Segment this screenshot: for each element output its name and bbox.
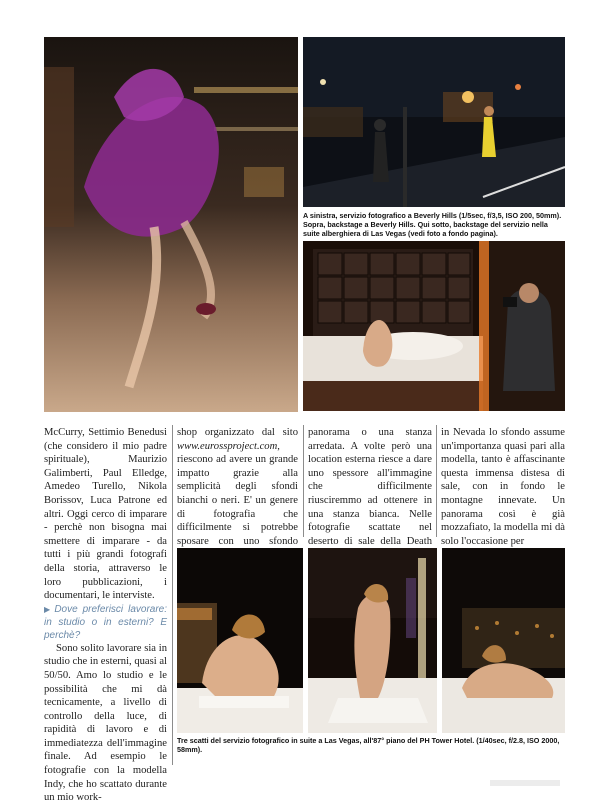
column1-paragraph-1: McCurry, Settimio Benedusi (che considero il mio padre spirituale), Maurizio Galimberti, Paul Elledge, Amedeo Turello, Nikola Borissov, Luca Patrone ed altri. Oggi cerco di imparare - perchè non bisogna mai smettere di imparare - da tutti i più grandi fotografi della storia, attraverso le loro pubblicazioni, i documentari, le interviste.: [44, 427, 167, 602]
photo-las-vegas-suite-1: [177, 548, 303, 733]
article-column-2: [177, 426, 298, 562]
photo-backstage-beverly-hills: [303, 37, 565, 207]
column2-text-end: , riescono ad avere un grande impatto grazie alla semplicità degli sfondi bianchi o neri. E' un genere di fotografia che difficilmente si potrebbe sposare con uno sfondo: [177, 440, 298, 547]
photo-backstage-las-vegas-suite: [303, 241, 565, 411]
column2-text-start: shop organizzato dal sito: [177, 427, 298, 438]
caption-top-right: A sinistra, servizio fotografico a Beverly Hills (1/5sec, f/3,5, ISO 200, 50mm). Sopra, backstage a Beverly Hills. Qui sotto, backstage del servizio nella suite alberghiera di Las Vegas (vedi foto a fondo pagina).: [303, 211, 562, 238]
photo-beverly-hills-model: [44, 37, 298, 412]
photo-las-vegas-suite-3: [442, 548, 565, 733]
article-column-4: [441, 426, 565, 548]
question-heading: [44, 603, 167, 642]
column1-paragraph-2: Sono solito lavorare sia in studio che in esterni, quasi al 50/50. Amo lo studio e le possibilità che mi dà tecnicamente, a livello di controllo della luce, di rapidità di lavoro e di immediatezza dell'immagine finale. Ad esempio le fotografie con la modella Indy, che ho scattato durante un mio work-: [44, 642, 167, 804]
column4-paragraph: in Nevada lo sfondo assume un'importanza quasi pari alla modella, tanto è affascinante questa immensa distesa di sale, con in fondo le montagne innevate. Un panorama così è già mozzafiato, la modella mi dà solo l'occasione per: [441, 427, 565, 547]
caption-bottom: Tre scatti del servizio fotografico in suite a Las Vegas, all'87° piano del PH Tower Hotel. (1/40sec, f/2.8, ISO 2000, 58mm).: [177, 736, 560, 754]
website-link[interactable]: www.eurossproject.com: [177, 440, 278, 452]
arrow-icon: ▶: [44, 604, 53, 614]
column-divider-2: [303, 425, 304, 537]
column3-paragraph: panorama o una stanza arredata. A volte però una location esterna riesce a dare uno spessore all'immagine che difficilmente riusciremmo ad ottenere in una stanza bianca. Nelle fotografie scattate nel deserto di sale della Death: [308, 427, 432, 547]
article-column-3: [308, 426, 432, 562]
watermark-strip: [490, 780, 560, 786]
column-divider-3: [436, 425, 437, 537]
question-text: Dove preferisci lavorare: in studio o in esterni? E perchè?: [44, 603, 167, 641]
column2-paragraph: [177, 426, 298, 562]
column-divider-1: [172, 425, 173, 765]
photo-las-vegas-suite-2: [308, 548, 437, 733]
article-column-1: [44, 426, 167, 805]
